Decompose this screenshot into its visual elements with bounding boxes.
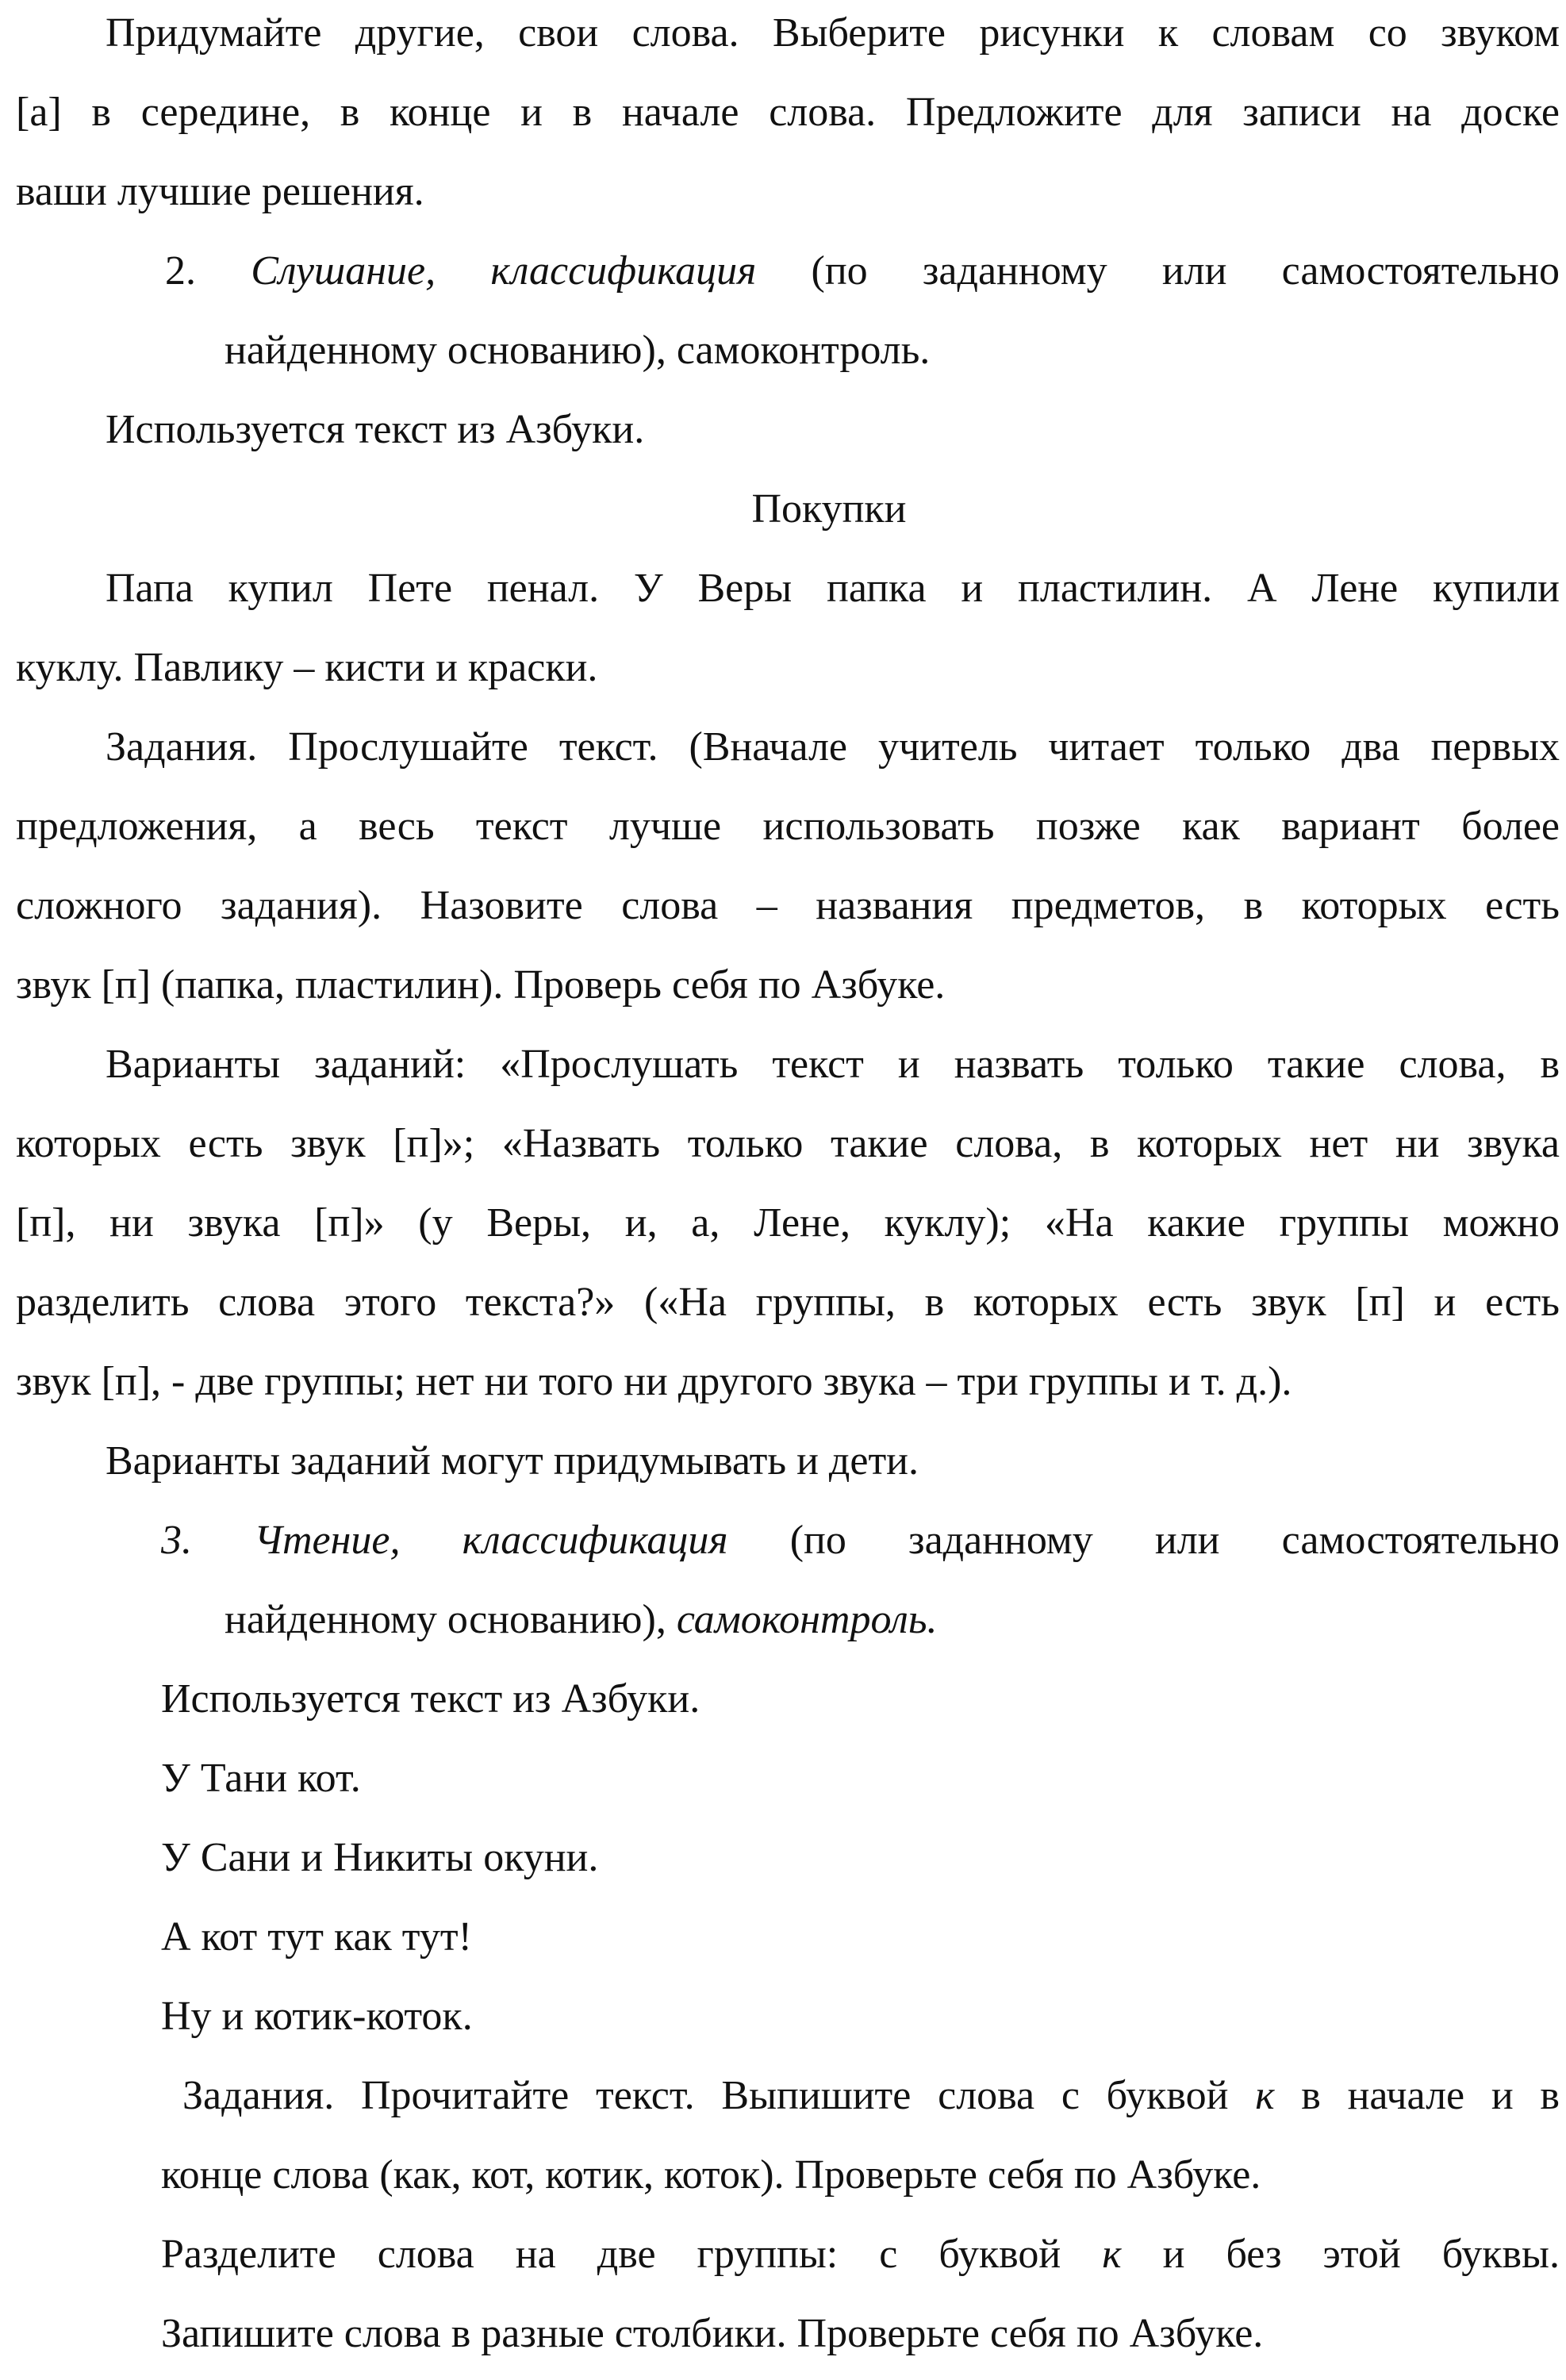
story-line: У Тани кот. (161, 1756, 361, 1801)
text-line: которых есть звук [п]»; «Назвать только такие слова, в которых нет ни звука (16, 1121, 1560, 1166)
text-line: Используется текст из Азбуки. (161, 1676, 700, 1722)
text-line: Используется текст из Азбуки. (106, 407, 645, 452)
text-line: [а] в середине, в конце и в начале слова. Предложите для записи на доске (16, 90, 1560, 135)
text-line: сложного задания). Назовите слова – названия предметов, в которых есть (16, 883, 1560, 928)
text-line: звук [п] (папка, пластилин). Проверь себя по Азбуке. (16, 962, 946, 1008)
text-line: звук [п], - две группы; нет ни того ни другого звука – три группы и т. д.). (16, 1359, 1292, 1404)
text-line: найденному основанию), самоконтроль. (225, 1597, 938, 1642)
text-line: Придумайте другие, свои слова. Выберите рисунки к словам со звуком (106, 10, 1560, 56)
list-number: 3. (161, 1518, 192, 1563)
text-line: разделить слова этого текста?» («На группы, в которых есть звук [п] и есть (16, 1280, 1560, 1325)
italic-letter: к (1102, 2232, 1122, 2277)
text-line: Задания. Прочитайте текст. Выпишите слова с буквой к в начале и в (182, 2073, 1560, 2118)
list-number: 2. (165, 248, 196, 294)
text-line: конце слова (как, кот, котик, коток). Проверьте себя по Азбуке. (161, 2152, 1261, 2198)
story-line: А кот тут как тут! (161, 1914, 472, 1960)
list-item-heading: 2. Слушание, классификация (по заданному или самостоятельно (165, 248, 1560, 294)
text-line: [п], ни звука [п]» (у Веры, и, а, Лене, куклу); «На какие группы можно (16, 1200, 1560, 1246)
list-item-heading: 3. Чтение, классификация (по заданному или самостоятельно (161, 1518, 1560, 1563)
italic-term: Чтение, классификация (254, 1518, 728, 1563)
story-line: У Сани и Никиты окуни. (161, 1835, 599, 1880)
text-line: предложения, а весь текст лучше использовать позже как вариант более (16, 804, 1560, 849)
text-line: Разделите слова на две группы: с буквой к и без этой буквы. (161, 2232, 1560, 2277)
text-line: куклу. Павлику – кисти и краски. (16, 645, 598, 690)
text-line: Варианты заданий: «Прослушать текст и назвать только такие слова, в (106, 1042, 1560, 1087)
story-title: Покупки (751, 486, 907, 532)
italic-letter: к (1255, 2073, 1275, 2118)
text-line: найденному основанию), самоконтроль. (225, 328, 931, 373)
text-line: Запишите слова в разные столбики. Проверьте себя по Азбуке. (161, 2311, 1264, 2356)
text-line: Задания. Прослушайте текст. (Вначале учитель читает только два первых (106, 724, 1560, 770)
text-line: Варианты заданий могут придумывать и дети. (106, 1438, 919, 1484)
text-line: Папа купил Пете пенал. У Веры папка и пластилин. А Лене купили (106, 566, 1560, 611)
italic-term: Слушание, классификация (251, 248, 757, 294)
italic-term: самоконтроль. (676, 1597, 938, 1642)
story-line: Ну и котик-коток. (161, 1994, 473, 2039)
text-line: ваши лучшие решения. (16, 169, 424, 214)
